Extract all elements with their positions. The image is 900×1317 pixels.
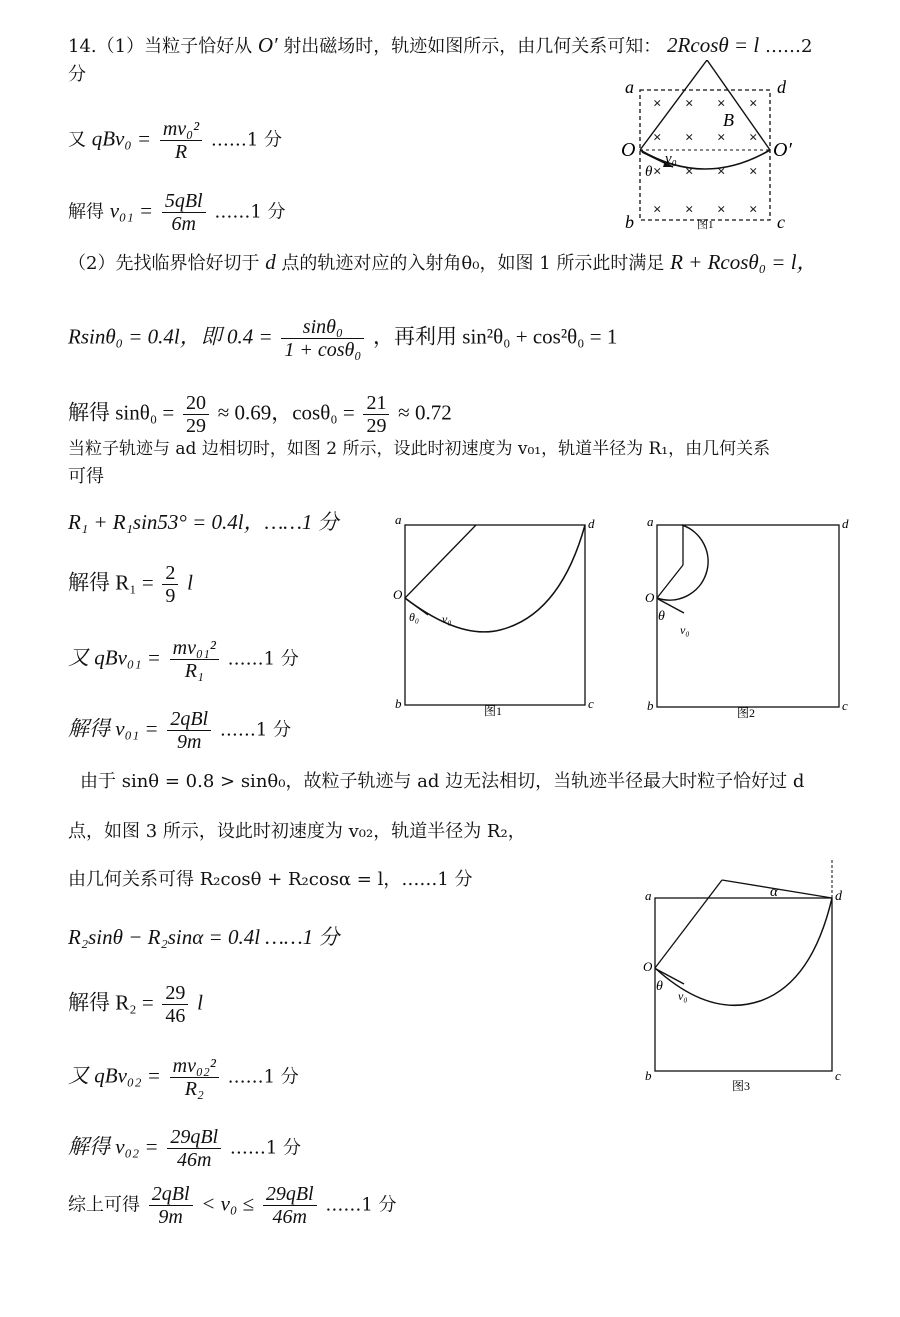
force01-num: mv₀₁² bbox=[170, 637, 219, 660]
part3-line5-b: l bbox=[197, 990, 203, 1015]
v01-denominator: 6m bbox=[171, 213, 196, 235]
svg-text:×: × bbox=[653, 202, 662, 218]
sin-fraction bbox=[183, 392, 209, 437]
v01-fraction bbox=[162, 190, 206, 235]
cos-num: 21 bbox=[363, 392, 389, 415]
force-equation bbox=[68, 118, 282, 163]
cos-fraction bbox=[363, 392, 389, 437]
part3-line6-a: 又 qBv₀₂ = bbox=[68, 1063, 161, 1088]
sin-num: 20 bbox=[183, 392, 209, 415]
o-prime-label: O′ bbox=[257, 33, 278, 57]
label-theta: θ bbox=[645, 164, 653, 180]
problem-intro-line bbox=[68, 33, 812, 59]
range-lower-fraction bbox=[149, 1183, 193, 1228]
svg-text:×: × bbox=[717, 164, 726, 180]
part2-line6: R₁ + R₁sin53° = 0.4l，……1 分 bbox=[68, 510, 339, 534]
part2-line2-a: Rsinθ₀ = 0.4l，即 0.4 = bbox=[68, 324, 273, 349]
fig1-theta: θ₀ bbox=[409, 610, 420, 624]
label-c: c bbox=[777, 212, 785, 230]
range-lower-den: 9m bbox=[158, 1206, 183, 1228]
cos-den: 29 bbox=[366, 415, 387, 437]
part2-line8 bbox=[68, 637, 299, 682]
label-b-field: B bbox=[723, 110, 734, 130]
label-v0: v₀ bbox=[665, 151, 677, 167]
part3-line4: R₂sinθ − R₂sinα = 0.4l ……1 分 bbox=[68, 925, 340, 949]
svg-text:×: × bbox=[749, 164, 758, 180]
part2-line4: 当粒子轨迹与 ad 边相切时，如图 2 所示，设此时初速度为 v₀₁，轨道半径为 R₁，由几何关系 bbox=[68, 439, 771, 459]
v01-lhs: v₀₁ = bbox=[109, 198, 154, 223]
label-a: a bbox=[625, 77, 634, 97]
svg-text:×: × bbox=[685, 96, 694, 112]
force-numerator: mv₀² bbox=[160, 118, 202, 141]
label-o: O bbox=[621, 139, 636, 161]
fig2-radius-diagonal bbox=[657, 565, 683, 598]
part2-line9 bbox=[68, 708, 291, 753]
v01b-den: 9m bbox=[176, 731, 202, 753]
v01-numerator: 5qBl bbox=[162, 190, 206, 213]
v01b-num: 2qBl bbox=[167, 708, 211, 731]
svg-text:×: × bbox=[749, 96, 758, 112]
part3-line1: 由于 sinθ = 0.8 > sinθ₀，故粒子轨迹与 ad 边无法相切，当轨迹半径最大时粒子恰好过 d bbox=[80, 771, 805, 792]
svg-text:×: × bbox=[717, 202, 726, 218]
part2-line5: 可得 bbox=[68, 466, 104, 487]
force02-num: mv₀₂² bbox=[170, 1055, 219, 1078]
score-unit: 分 bbox=[68, 64, 86, 85]
svg-text:×: × bbox=[653, 96, 662, 112]
fig3-d: d bbox=[835, 889, 842, 904]
fig3-a: a bbox=[645, 888, 652, 903]
part2-line1-a: （2）先找临界恰好切于 bbox=[68, 253, 260, 274]
fig2-c: c bbox=[842, 698, 848, 713]
part3-line7 bbox=[68, 1126, 301, 1171]
part2-line9-b: ……1 分 bbox=[219, 719, 292, 741]
part2-line2-fraction bbox=[281, 316, 364, 361]
v01-score: ……1 分 bbox=[214, 201, 286, 223]
part2-line2-b: ，再利用 sin²θ₀ + cos²θ₀ = 1 bbox=[373, 324, 618, 349]
part2-line1 bbox=[68, 250, 818, 276]
figure-3 bbox=[640, 858, 870, 1098]
fig1-d: d bbox=[588, 516, 595, 531]
fig3-theta: θ bbox=[656, 979, 663, 994]
force-score: ……1 分 bbox=[210, 129, 283, 151]
fig2-d: d bbox=[842, 516, 849, 531]
force-lhs: qBv₀ = bbox=[91, 126, 152, 151]
fig2-o: O bbox=[645, 590, 655, 605]
fig2-box bbox=[657, 525, 839, 707]
fig1-box bbox=[405, 525, 585, 705]
range-lower-num: 2qBl bbox=[149, 1183, 193, 1206]
fig3-alpha: α bbox=[770, 884, 778, 900]
force-denominator: R bbox=[174, 141, 188, 163]
svg-text:×: × bbox=[685, 202, 694, 218]
fig1-a: a bbox=[395, 512, 402, 527]
part3-line8-mid: < v₀ ≤ bbox=[201, 1191, 255, 1216]
part3-line6-b: ……1 分 bbox=[227, 1066, 299, 1088]
top-figure bbox=[615, 60, 815, 230]
part2-line3-a: 解得 sinθ₀ = bbox=[68, 400, 175, 425]
fig3-v0: v₀ bbox=[678, 989, 688, 1003]
part2-line7-b: l bbox=[187, 570, 193, 595]
r1-den: 9 bbox=[165, 585, 176, 607]
range-upper-den: 46m bbox=[272, 1206, 307, 1228]
part2-line2-num: sinθ₀ bbox=[281, 316, 364, 339]
r1-fraction bbox=[162, 562, 178, 607]
r2-den: 46 bbox=[165, 1005, 186, 1027]
svg-text:×: × bbox=[685, 130, 694, 146]
v02-fraction bbox=[167, 1126, 221, 1171]
intro-mid-text: 射出磁场时，轨迹如图所示，由几何关系可知： bbox=[283, 36, 662, 57]
fig1-radius bbox=[405, 525, 476, 598]
part2-line7-a: 解得 R₁ = bbox=[68, 570, 154, 595]
intro-text: 14.（1）当粒子恰好从 bbox=[68, 36, 253, 57]
fig3-b: b bbox=[645, 1068, 652, 1083]
fig2-theta: θ bbox=[658, 609, 665, 624]
fig3-radius-left bbox=[655, 880, 722, 968]
part2-line3-c: ≈ 0.72 bbox=[398, 400, 452, 425]
part2-line1-b: 点的轨迹对应的入射角θ₀，如图 1 所示此时满足 bbox=[281, 253, 665, 274]
fig2-caption: 图2 bbox=[737, 706, 756, 720]
v01b-fraction bbox=[167, 708, 211, 753]
force02-den: R₂ bbox=[184, 1078, 204, 1100]
fig1-o: O bbox=[393, 587, 403, 602]
fig1-caption: 图1 bbox=[484, 704, 503, 718]
label-d: d bbox=[777, 77, 786, 97]
svg-text:×: × bbox=[653, 130, 662, 146]
fig2-a: a bbox=[647, 514, 654, 529]
fig3-box bbox=[655, 898, 832, 1071]
part3-line2: 点，如图 3 所示，设此时初速度为 v₀₂，轨道半径为 R₂， bbox=[68, 821, 526, 842]
part3-line5 bbox=[68, 982, 203, 1027]
sin-den: 29 bbox=[185, 415, 206, 437]
part3-line5-a: 解得 R₂ = bbox=[68, 990, 154, 1015]
r2-num: 29 bbox=[162, 982, 188, 1005]
part2-line9-a: 解得 v₀₁ = bbox=[68, 716, 159, 741]
force01-fraction bbox=[170, 637, 219, 682]
label-b: b bbox=[625, 212, 634, 230]
svg-text:×: × bbox=[717, 96, 726, 112]
force-prefix: 又 bbox=[68, 129, 86, 151]
svg-text:×: × bbox=[685, 164, 694, 180]
v02-den: 46m bbox=[176, 1149, 212, 1171]
part2-line8-a: 又 qBv₀₁ = bbox=[68, 645, 161, 670]
fig1-arc bbox=[405, 525, 585, 632]
fig1-c: c bbox=[588, 696, 594, 711]
part3-line8-a: 综上可得 bbox=[68, 1194, 140, 1216]
fig1-v0: v₀ bbox=[442, 612, 452, 626]
label-o-prime: O′ bbox=[773, 139, 792, 161]
r2-fraction bbox=[162, 982, 188, 1027]
v01-equation bbox=[68, 190, 286, 235]
part2-line1-eq: R + Rcosθ₀ = l， bbox=[670, 250, 818, 274]
range-upper-num: 29qBl bbox=[263, 1183, 317, 1206]
force01-den: R₁ bbox=[184, 660, 204, 682]
svg-text:×: × bbox=[653, 164, 662, 180]
top-figure-caption: 图1 bbox=[697, 219, 714, 230]
solve-prefix: 解得 bbox=[68, 201, 104, 223]
fig2-v0: v₀ bbox=[680, 623, 690, 637]
fig2-b: b bbox=[647, 698, 654, 713]
part2-line1-d: d bbox=[265, 250, 276, 274]
part2-line2-den: 1 + cosθ₀ bbox=[284, 339, 362, 361]
part3-line7-a: 解得 v₀₂ = bbox=[68, 1134, 159, 1159]
condition-equation: 2Rcosθ = l bbox=[667, 33, 760, 57]
part3-line8-b: ……1 分 bbox=[325, 1194, 397, 1216]
fig3-c: c bbox=[835, 1068, 841, 1083]
force-fraction bbox=[160, 118, 202, 163]
r1-num: 2 bbox=[162, 562, 178, 585]
part3-line8 bbox=[68, 1183, 397, 1228]
part3-line3: 由几何关系可得 R₂cosθ + R₂cosα = l，……1 分 bbox=[68, 869, 473, 890]
range-upper-fraction bbox=[263, 1183, 317, 1228]
svg-text:×: × bbox=[717, 130, 726, 146]
part2-line3 bbox=[68, 392, 452, 437]
figure-1 bbox=[390, 510, 620, 720]
fig3-o: O bbox=[643, 959, 653, 974]
part2-line3-b: ≈ 0.69，cosθ₀ = bbox=[217, 400, 355, 425]
part2-line7 bbox=[68, 562, 193, 607]
part3-line7-b: ……1 分 bbox=[229, 1137, 302, 1159]
svg-text:×: × bbox=[749, 202, 758, 218]
part2-line8-b: ……1 分 bbox=[227, 648, 299, 670]
svg-text:×: × bbox=[749, 130, 758, 146]
score-2: ……2 bbox=[764, 36, 813, 57]
fig3-caption: 图3 bbox=[732, 1079, 751, 1093]
v02-num: 29qBl bbox=[167, 1126, 221, 1149]
force02-fraction bbox=[170, 1055, 219, 1100]
fig1-b: b bbox=[395, 696, 402, 711]
figure-2 bbox=[642, 510, 857, 720]
part2-line2 bbox=[68, 316, 617, 361]
part3-line6 bbox=[68, 1055, 299, 1100]
